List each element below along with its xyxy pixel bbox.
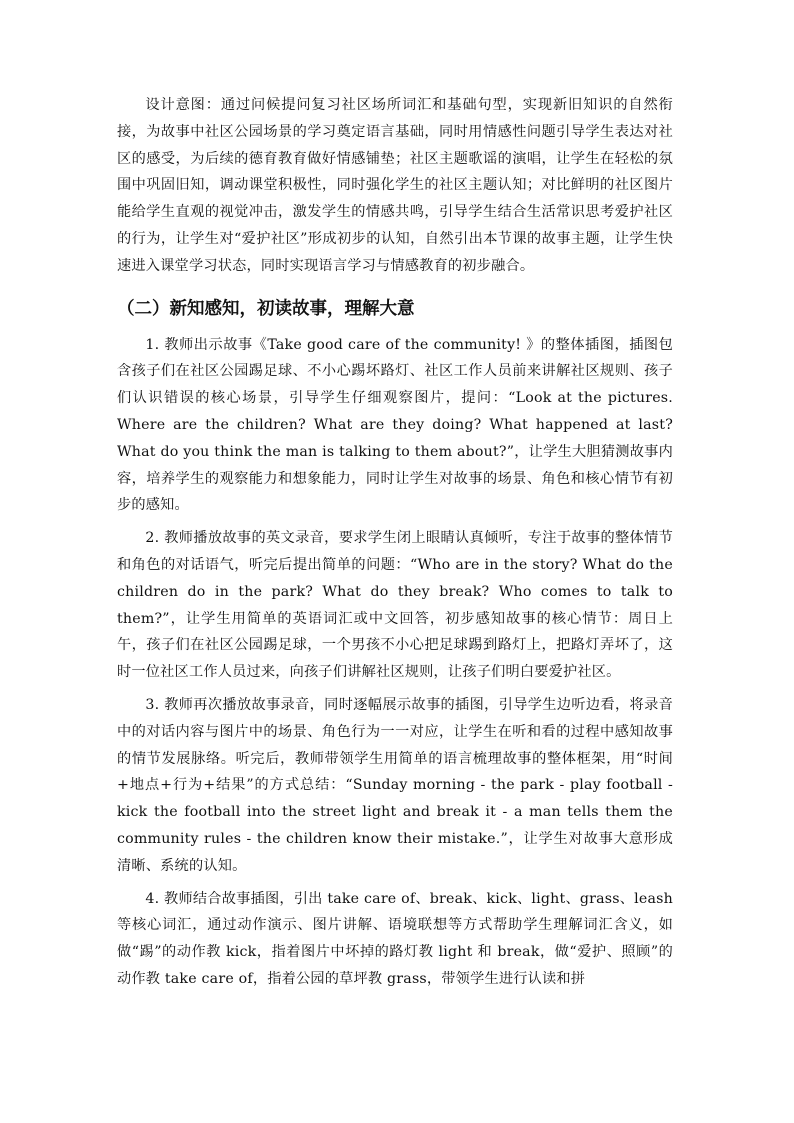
step-3-paragraph: 3. 教师再次播放故事录音，同时逐幅展示故事的插图，引导学生边听边看，将录音中的对话内容与图片中的场景、角色行为一一对应，让学生在听和看的过程中感知故事的情节发展脉络。听完后，教师带领学生用简单的语言梳理故事的整体框架，用“时间+地点+行为+结果”的方式总结：“Sunday morning - the park - play football - kick the football into the street light and break it - a man tells them the community rules - the children know their mistake.”，让学生对故事大意形成清晰、系统的认知。 — [117, 696, 673, 874]
step-1-paragraph: 1. 教师出示故事《Take good care of the community! 》的整体插图，插图包含孩子们在社区公园踢足球、不小心踢坏路灯、社区工作人员前来讲解社区规则、孩子们认识错误的核心场景，引导学生仔细观察图片，提问：“Look at the pictures. Where are the children? What are they doing? What happened at last? What do you think the man is talking to them about?”，让学生大胆猜测故事内容，培养学生的观察能力和想象能力，同时让学生对故事的场景、角色和核心情节有初步的感知。 — [117, 336, 673, 514]
design-intent-paragraph: 设计意图：通过问候提问复习社区场所词汇和基础句型，实现新旧知识的自然衔接，为故事中社区公园场景的学习奠定语言基础，同时用情感性问题引导学生表达对社区的感受，为后续的德育教育做好情感铺垫；社区主题歌谣的演唱，让学生在轻松的氛围中巩固旧知，调动课堂积极性，同时强化学生的社区主题认知；对比鲜明的社区图片能给学生直观的视觉冲击，激发学生的情感共鸣，引导学生结合生活常识思考爱护社区的行为，让学生对“爱护社区”形成初步的认知，自然引出本节课的故事主题，让学生快速进入课堂学习状态，同时实现语言学习与情感教育的初步融合。 — [117, 97, 673, 274]
document-body — [117, 92, 673, 999]
section-heading: （二）新知感知，初读故事，理解大意 — [117, 298, 415, 319]
step-2-paragraph: 2. 教师播放故事的英文录音，要求学生闭上眼睛认真倾听，专注于故事的整体情节和角色的对话语气，听完后提出简单的问题：“Who are in the story? What do the children do in the park? What do they break? Who comes to talk to them?”，让学生用简单的英语词汇或中文回答，初步感知故事的核心情节：周日上午，孩子们在社区公园踢足球，一个男孩不小心把足球踢到路灯上，把路灯弄坏了，这时一位社区工作人员过来，向孩子们讲解社区规则，让孩子们明白要爱护社区。 — [117, 530, 673, 681]
step-4-paragraph: 4. 教师结合故事插图，引出 take care of、break、kick、light、grass、leash 等核心词汇，通过动作演示、图片讲解、语境联想等方式帮助学生理解词汇含义，如做“踢”的动作教 kick，指着图片中坏掉的路灯教 light 和 break，做“爱护、照顾”的动作教 take care of，指着公园的草坪教 grass，带领学生进行认读和拼 — [117, 890, 673, 987]
